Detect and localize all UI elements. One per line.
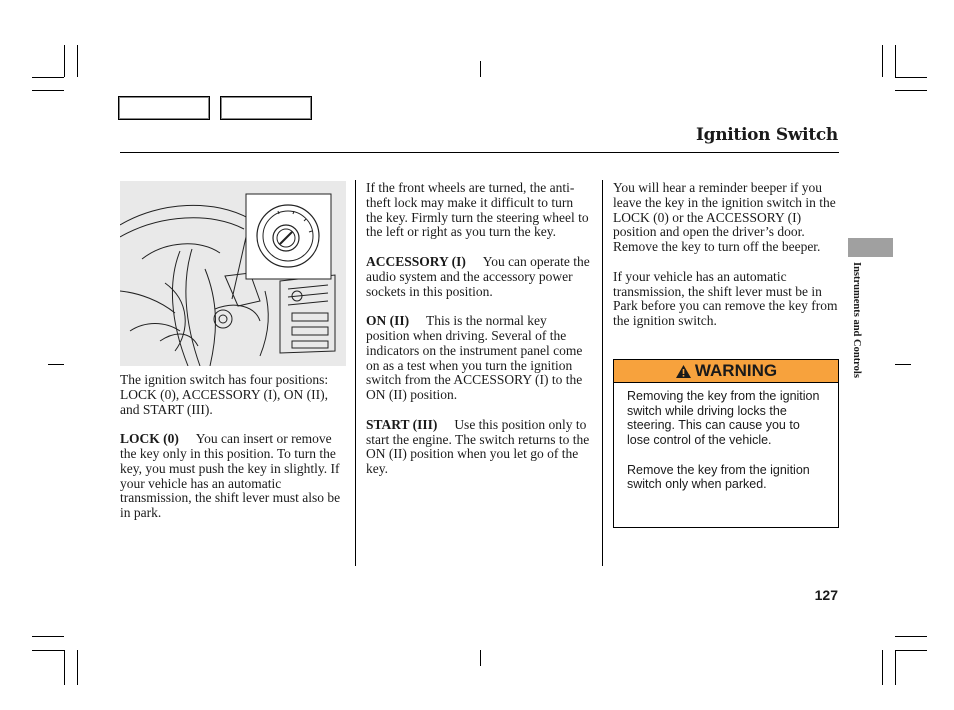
warning-header xyxy=(614,360,838,383)
section-side-tab xyxy=(848,238,893,257)
park-paragraph: If your vehicle has an automatic transmission, the shift lever must be in Park before you can remove the key from the ignition switch. xyxy=(613,268,838,329)
section-side-label: Instruments and Controls xyxy=(851,262,862,378)
lock-term: LOCK (0) xyxy=(120,431,179,447)
warning-paragraph-1: Removing the key from the ignition switch while driving locks the steering. This can cause you to lose control of the vehicle. xyxy=(627,389,820,448)
accessory-paragraph xyxy=(366,255,592,299)
page-number: 127 xyxy=(814,587,838,603)
title-rule xyxy=(120,152,839,153)
column-divider-2 xyxy=(602,180,603,566)
warning-paragraph-2: Remove the key from the ignition switch only when parked. xyxy=(627,462,810,492)
start-paragraph xyxy=(366,418,592,477)
warning-box xyxy=(613,359,839,528)
on-text: This is the normal key position when driving. Several of the indicators on the instrument panel come on as a test when you turn the ignition switch from the ACCESSORY (I) to the ON (II) position. xyxy=(366,313,583,403)
warning-heading: WARNING xyxy=(694,361,778,380)
header-tab-box-2 xyxy=(220,96,312,120)
beeper-paragraph: You will hear a reminder beeper if you leave the key in the ignition switch in the LOCK (0) or the ACCESSORY (I) position and open the driver’s door. Remove the key to turn off the beeper. xyxy=(613,180,836,255)
ignition-switch-illustration xyxy=(120,181,346,366)
header-tab-box-1 xyxy=(118,96,210,120)
warning-body xyxy=(614,383,838,492)
column-3 xyxy=(613,181,839,329)
on-term: ON (II) xyxy=(366,313,410,329)
accessory-term: ACCESSORY (I) xyxy=(366,253,466,269)
intro-paragraph: The ignition switch has four positions: LOCK (0), ACCESSORY (I), ON (II), and START (III). xyxy=(120,372,329,417)
lock-paragraph xyxy=(120,432,346,521)
page-title: Ignition Switch xyxy=(695,125,838,145)
on-paragraph xyxy=(366,314,592,403)
warning-triangle-icon xyxy=(675,364,692,379)
wheel-lock-paragraph: If the front wheels are turned, the anti-theft lock may make it difficult to turn the key. Firmly turn the steering wheel to the left or right as you turn the key. xyxy=(366,180,589,240)
column-2 xyxy=(366,181,592,477)
column-1 xyxy=(120,373,346,521)
lock-text: You can insert or remove the key only in this position. To turn the key, you must push the key in slightly. If your vehicle has an automatic transmission, the shift lever must also be in park. xyxy=(120,431,341,521)
column-divider-1 xyxy=(355,180,356,566)
start-text: Use this position only to start the engine. The switch returns to the ON (II) position when you let go of the key. xyxy=(366,416,590,477)
accessory-text: You can operate the audio system and the accessory power sockets in this position. xyxy=(366,253,590,299)
start-term: START (III) xyxy=(366,416,438,432)
